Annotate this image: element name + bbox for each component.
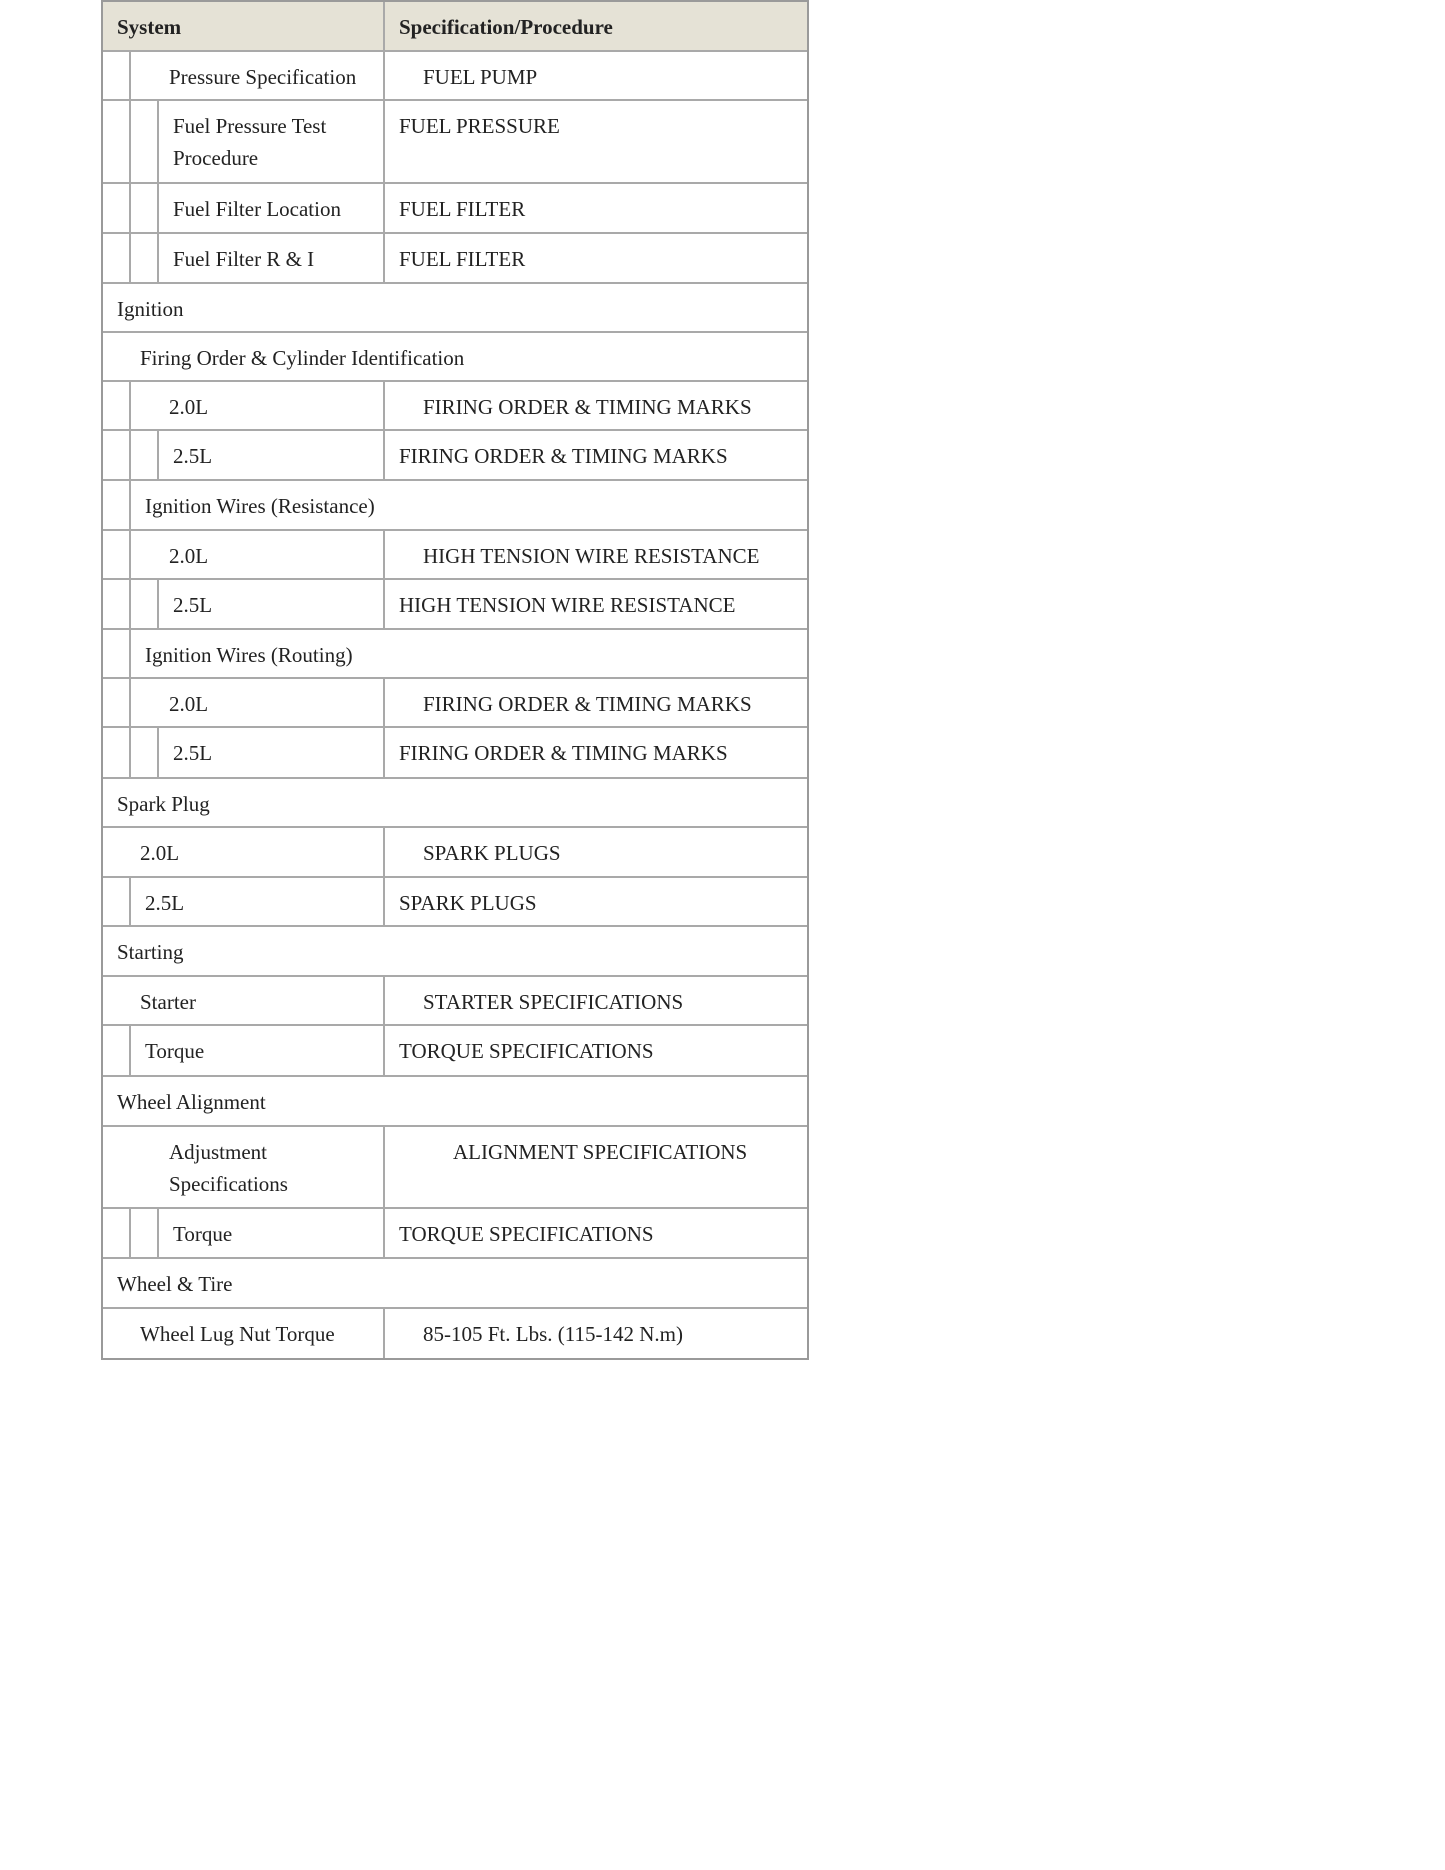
section-heading: Starting <box>117 940 184 964</box>
system-cell: Fuel Filter R & I <box>173 247 315 271</box>
table-header-row <box>103 2 807 52</box>
system-column-header <box>103 2 385 50</box>
system-cell: 2.5L <box>145 891 185 915</box>
table-row <box>103 52 807 101</box>
system-cell: Adjustment Specifications <box>169 1140 288 1196</box>
table-row <box>103 382 807 431</box>
system-cell: 2.0L <box>140 841 180 865</box>
section-heading: Wheel & Tire <box>117 1272 233 1296</box>
system-cell: 2.5L <box>173 741 213 765</box>
table-row <box>103 1127 807 1209</box>
subsection-heading: Ignition Wires (Routing) <box>145 643 353 667</box>
spec-cell: HIGH TENSION WIRE RESISTANCE <box>399 593 736 617</box>
system-cell: Fuel Filter Location <box>173 197 341 221</box>
table-row <box>103 1309 807 1358</box>
subsection-row <box>103 481 807 531</box>
spec-cell: ALIGNMENT SPECIFICATIONS <box>453 1140 748 1164</box>
table-row <box>103 728 807 779</box>
spec-cell: FIRING ORDER & TIMING MARKS <box>423 395 752 419</box>
spec-cell: TORQUE SPECIFICATIONS <box>399 1222 654 1246</box>
spec-cell: FIRING ORDER & TIMING MARKS <box>423 692 752 716</box>
system-cell: 2.0L <box>169 544 209 568</box>
spec-cell: FUEL FILTER <box>399 247 526 271</box>
subsection-row <box>103 630 807 679</box>
spec-cell: HIGH TENSION WIRE RESISTANCE <box>423 544 760 568</box>
spec-column-header: Specification/Procedure <box>399 15 613 39</box>
system-cell: Starter <box>140 990 196 1014</box>
table-row <box>103 878 807 927</box>
system-cell: Torque <box>145 1039 205 1063</box>
table-row <box>103 679 807 728</box>
subsection-heading: Firing Order & Cylinder Identification <box>140 346 465 370</box>
section-row <box>103 927 807 977</box>
section-row <box>103 1077 807 1127</box>
specification-table <box>101 0 809 1360</box>
subsection-heading: Ignition Wires (Resistance) <box>145 494 375 518</box>
table-row <box>103 531 807 580</box>
table-row <box>103 101 807 184</box>
section-heading: Wheel Alignment <box>117 1090 266 1114</box>
table-row <box>103 977 807 1026</box>
spec-cell: FUEL FILTER <box>399 197 526 221</box>
section-row <box>103 284 807 333</box>
table-row <box>103 580 807 630</box>
section-row <box>103 1259 807 1309</box>
spec-cell: STARTER SPECIFICATIONS <box>423 990 684 1014</box>
table-row <box>103 431 807 481</box>
spec-cell: FUEL PUMP <box>423 65 538 89</box>
spec-cell: FUEL PRESSURE <box>399 114 560 138</box>
table-row <box>103 828 807 878</box>
system-cell: Pressure Specification <box>169 65 357 89</box>
section-row <box>103 779 807 828</box>
section-heading: Ignition <box>117 297 184 321</box>
spec-cell: FIRING ORDER & TIMING MARKS <box>399 444 728 468</box>
spec-cell: SPARK PLUGS <box>423 841 561 865</box>
system-cell: Wheel Lug Nut Torque <box>140 1322 335 1346</box>
section-heading: Spark Plug <box>117 792 210 816</box>
table-row <box>103 1026 807 1077</box>
system-cell: 2.5L <box>173 444 213 468</box>
spec-cell: FIRING ORDER & TIMING MARKS <box>399 741 728 765</box>
spec-cell: 85-105 Ft. Lbs. (115-142 N.m) <box>423 1322 683 1346</box>
spec-cell: TORQUE SPECIFICATIONS <box>399 1039 654 1063</box>
system-cell: Fuel Pressure Test Procedure <box>173 114 327 170</box>
spec-cell: SPARK PLUGS <box>399 891 537 915</box>
system-header-label: System <box>117 15 182 39</box>
system-cell: 2.5L <box>173 593 213 617</box>
system-cell: Torque <box>173 1222 233 1246</box>
subsection-row <box>103 333 807 382</box>
table-row <box>103 184 807 234</box>
system-cell: 2.0L <box>169 692 209 716</box>
table-row <box>103 234 807 284</box>
table-row <box>103 1209 807 1259</box>
system-cell: 2.0L <box>169 395 209 419</box>
